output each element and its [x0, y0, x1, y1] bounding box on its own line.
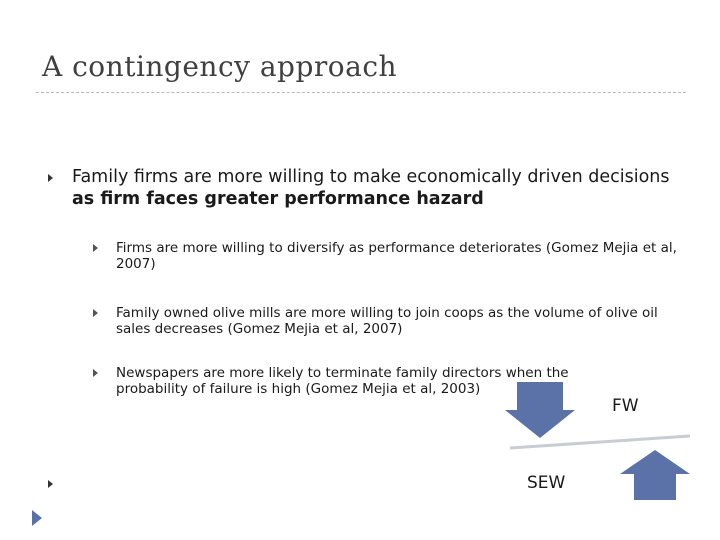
sew-label: SEW [527, 473, 566, 493]
up-arrow-icon [620, 450, 690, 500]
sub-bullet-2: Family owned olive mills are more willing to join coops as the volume of olive oil sales decreases (Gomez Mejia et al, 2007) [116, 305, 658, 337]
slide-corner-marker-icon [32, 510, 46, 526]
sub-bullet-marker-icon [93, 244, 98, 252]
title-divider [36, 92, 686, 93]
fw-label: FW [612, 396, 639, 416]
main-bullet-bold: as firm faces greater performance hazard [72, 189, 484, 209]
sub-bullet-3: Newspapers are more likely to terminate family directors when the probability of failure is high (Gomez Mejia et al, 2003) [116, 365, 569, 397]
main-bullet-normal: Family firms are more willing to make economically driven decisions [72, 167, 670, 187]
balance-beam [508, 428, 694, 452]
sub-bullet-1: Firms are more willing to diversify as performance deteriorates (Gomez Mejia et al, 2007) [116, 240, 677, 272]
empty-bullet-marker-icon [48, 480, 53, 488]
sub-bullet-marker-icon [93, 369, 98, 377]
sub-bullet-marker-icon [93, 309, 98, 317]
slide-title: A contingency approach [42, 50, 398, 83]
bullet-marker-icon [48, 174, 53, 182]
main-bullet-text [72, 166, 672, 210]
